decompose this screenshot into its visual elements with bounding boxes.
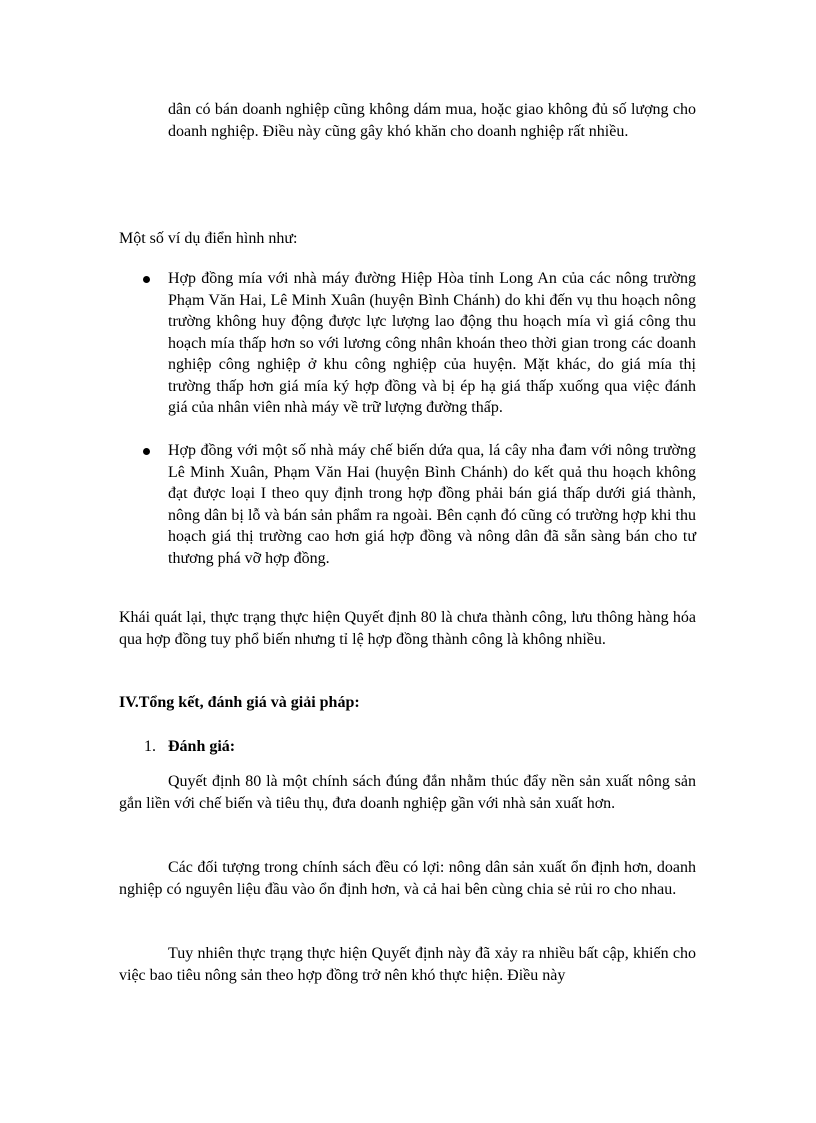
- examples-intro: Một số ví dụ điển hình như:: [119, 230, 298, 247]
- evaluation-paragraph-1: Quyết định 80 là một chính sách đúng đắn nhằm thúc đẩy nền sản xuất nông sản gắn liền với chế biến và tiêu thụ, đưa doanh nghiệp gần với nhà sản xuất hơn.: [119, 773, 696, 812]
- bullet-icon: [143, 276, 150, 283]
- evaluation-paragraph-3: Tuy nhiên thực trạng thực hiện Quyết định này đã xảy ra nhiều bất cập, khiến cho việc bao tiêu nông sản theo hợp đồng trở nên khó thực hiện. Điều này: [119, 945, 696, 984]
- list-item: [119, 440, 696, 569]
- list-item-text: Hợp đồng mía với nhà máy đường Hiệp Hòa tỉnh Long An của các nông trường Phạm Văn Hai, Lê Minh Xuân (huyện Bình Chánh) do khi đến vụ thu hoạch nông trường không huy động được lực lượng lao động thu hoạch mía vì giá công thu hoạch mía thấp hơn so với lương công nhân khoán theo thời gian trong các doanh nghiệp công nghiệp ở khu công nghiệp của huyện. Mặt khác, do giá mía thị trường thấp hơn giá mía ký hợp đồng và bị ép hạ giá thấp xuống qua việc đánh giá của nhân viên nhà máy về trữ lượng đường thấp.: [168, 270, 696, 416]
- evaluation-paragraph-2: Các đối tượng trong chính sách đều có lợi: nông dân sản xuất ổn định hơn, doanh nghiệp có nguyên liệu đầu vào ổn định hơn, và cả hai bên cùng chia sẻ rủi ro cho nhau.: [119, 859, 696, 898]
- subsection-heading: [144, 736, 235, 758]
- examples-list: [119, 268, 696, 569]
- summary-paragraph: Khái quát lại, thực trạng thực hiện Quyết định 80 là chưa thành công, lưu thông hàng hóa qua hợp đồng tuy phổ biến nhưng tỉ lệ hợp đồng thành công là không nhiều.: [119, 609, 696, 648]
- bullet-icon: [143, 448, 150, 455]
- section-heading: IV.Tổng kết, đánh giá và giải pháp:: [119, 694, 360, 711]
- subsection-number: 1.: [144, 738, 156, 755]
- subsection-label: Đánh giá:: [168, 738, 236, 755]
- list-item: [119, 268, 696, 419]
- list-item-text: Hợp đồng với một số nhà máy chế biến dứa qua, lá cây nha đam với nông trường Lê Minh Xuân, Phạm Văn Hai (huyện Bình Chánh) do kết quả thu hoạch không đạt được loại I theo quy định trong hợp đồng phải bán giá thấp dưới giá thành, nông dân bị lỗ và bán sản phẩm ra ngoài. Bên cạnh đó cũng có trường hợp khi thu hoạch giá thị trường cao hơn giá hợp đồng và nông dân đã sẵn sàng bán cho tư thương phá vỡ hợp đồng.: [168, 442, 696, 567]
- continuation-paragraph: dân có bán doanh nghiệp cũng không dám mua, hoặc giao không đủ số lượng cho doanh nghiệp. Điều này cũng gây khó khăn cho doanh nghiệp rất nhiều.: [168, 101, 696, 140]
